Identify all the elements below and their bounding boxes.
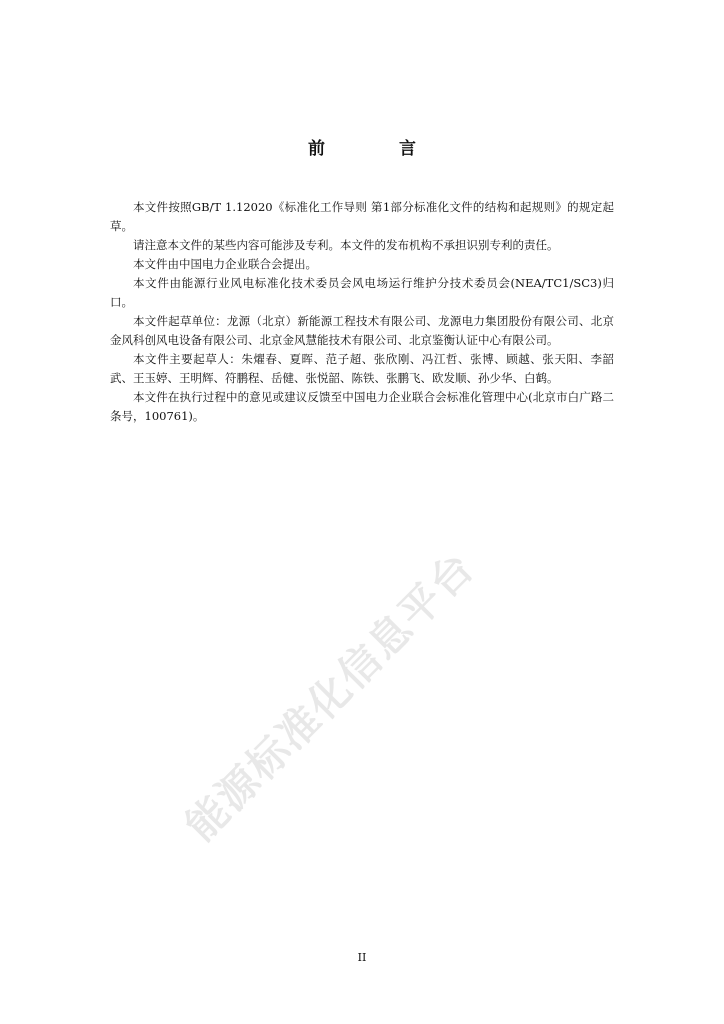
foreword-body xyxy=(110,198,614,426)
page-title: 前 言 xyxy=(308,139,450,159)
paragraph-drafters: 本文件主要起草人：朱燿春、夏晖、范子超、张欣刚、冯江哲、张博、顾越、张天阳、李韶武、王玉婷、王明辉、符鹏程、岳健、张悦韶、陈铁、张鹏飞、欧发顺、孙少华、白鹤。 xyxy=(110,352,614,385)
paragraph-drafting-units: 本文件起草单位：龙源（北京）新能源工程技术有限公司、龙源电力集团股份有限公司、北京金风科创风电设备有限公司、北京金风慧能技术有限公司、北京鉴衡认证中心有限公司。 xyxy=(110,314,614,347)
paragraph-patent-notice: 请注意本文件的某些内容可能涉及专利。本文件的发布机构不承担识别专利的责任。 xyxy=(133,238,559,252)
watermark: 能源标准化信息平台 xyxy=(176,542,484,851)
paragraph-drafting-rules: 本文件按照GB/T 1.12020《标准化工作导则 第1部分标准化文件的结构和起规则》的规定起草。 xyxy=(110,200,614,233)
page-number: II xyxy=(357,951,367,964)
paragraph-proposer: 本文件由中国电力企业联合会提出。 xyxy=(133,257,317,271)
paragraph-feedback: 本文件在执行过程中的意见或建议反馈至中国电力企业联合会标准化管理中心(北京市白广路二条号，100761)。 xyxy=(110,390,614,423)
paragraph-responsible-committee: 本文件由能源行业风电标准化技术委员会风电场运行维护分技术委员会(NEA/TC1/SC3)归口。 xyxy=(110,276,614,309)
